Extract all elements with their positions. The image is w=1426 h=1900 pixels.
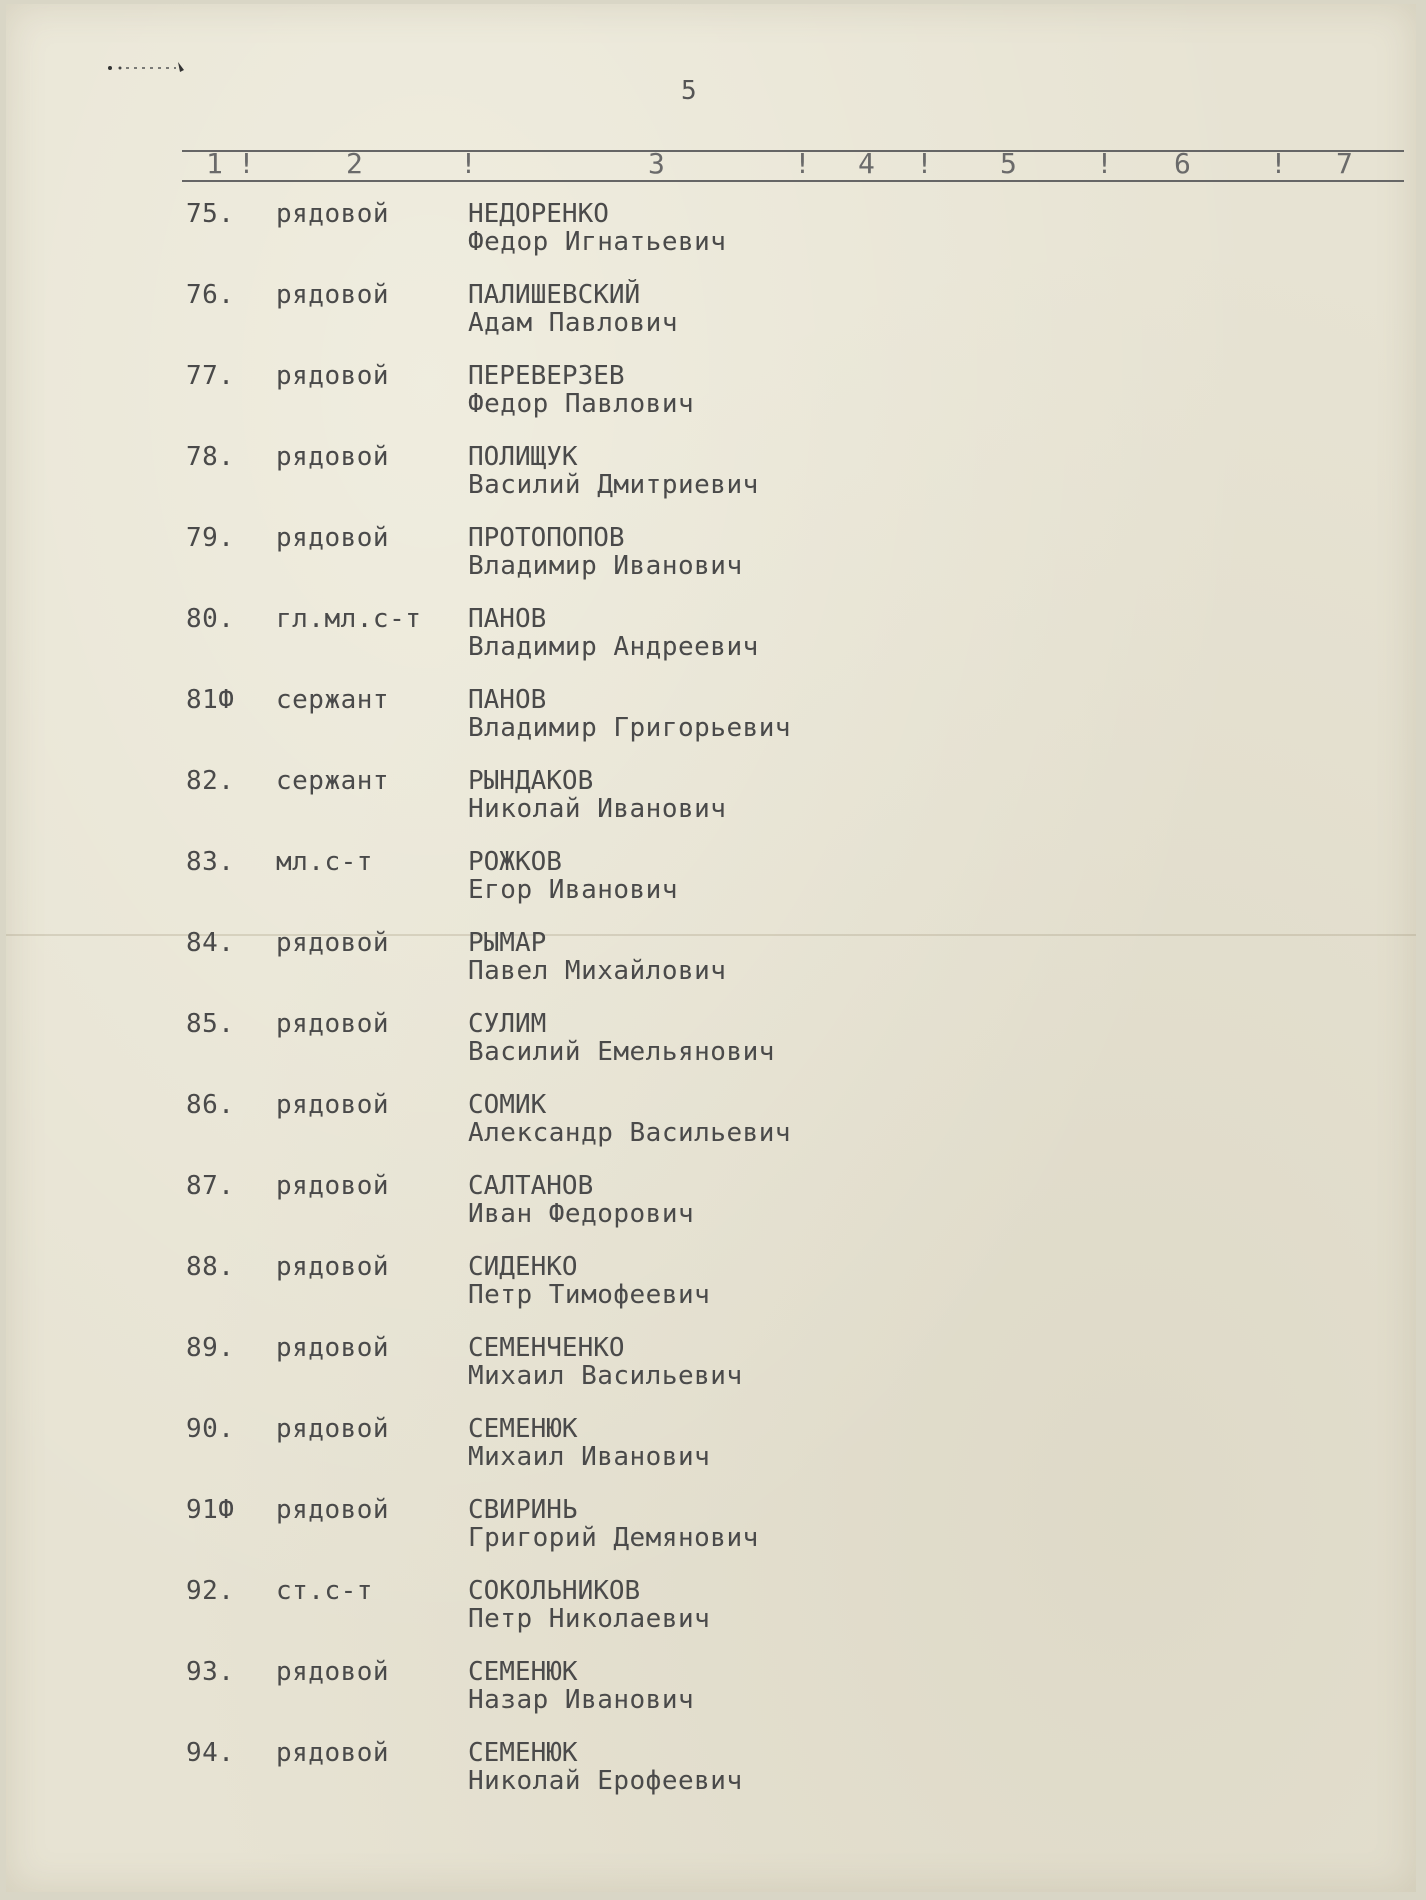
- surname: ПАЛИШЕВСКИЙ: [468, 280, 641, 310]
- column-header-7: 7: [1336, 147, 1353, 180]
- entry-number: 87.: [186, 1171, 235, 1201]
- list-item: [6, 524, 1416, 604]
- list-item: [6, 686, 1416, 766]
- surname: ПРОТОПОПОВ: [468, 523, 625, 553]
- column-separator: !: [1096, 147, 1113, 180]
- surname: СЕМЕНЮК: [468, 1414, 578, 1444]
- list-item: [6, 1172, 1416, 1252]
- military-rank: рядовой: [276, 1090, 390, 1120]
- entry-number: 79.: [186, 523, 235, 553]
- given-name-patronymic: Петр Тимофеевич: [468, 1280, 711, 1310]
- column-separator: !: [1270, 147, 1287, 180]
- entry-number: 83.: [186, 847, 235, 877]
- column-header-1: 1: [206, 147, 223, 180]
- entry-number: 82.: [186, 766, 235, 796]
- column-separator: !: [238, 147, 255, 180]
- personnel-list: [6, 4, 1416, 1892]
- entry-number: 84.: [186, 928, 235, 958]
- entry-number: 90.: [186, 1414, 235, 1444]
- column-header-5: 5: [1000, 147, 1017, 180]
- given-name-patronymic: Владимир Григорьевич: [468, 713, 792, 743]
- surname: РОЖКОВ: [468, 847, 562, 877]
- military-rank: рядовой: [276, 1657, 390, 1687]
- list-item: [6, 443, 1416, 523]
- given-name-patronymic: Григорий Демянович: [468, 1523, 759, 1553]
- list-item: [6, 1739, 1416, 1819]
- surname: СОМИК: [468, 1090, 547, 1120]
- military-rank: рядовой: [276, 1252, 390, 1282]
- given-name-patronymic: Михаил Иванович: [468, 1442, 711, 1472]
- given-name-patronymic: Василий Дмитриевич: [468, 470, 759, 500]
- column-separator: !: [916, 147, 933, 180]
- column-header-6: 6: [1174, 147, 1191, 180]
- military-rank: рядовой: [276, 928, 390, 958]
- surname: СЕМЕНЮК: [468, 1738, 578, 1768]
- list-item: [6, 1496, 1416, 1576]
- column-header-2: 2: [346, 147, 363, 180]
- military-rank: мл.с-т: [276, 847, 373, 877]
- column-separator: !: [794, 147, 811, 180]
- military-rank: рядовой: [276, 280, 390, 310]
- military-rank: рядовой: [276, 199, 390, 229]
- military-rank: рядовой: [276, 1009, 390, 1039]
- military-rank: рядовой: [276, 442, 390, 472]
- given-name-patronymic: Иван Федорович: [468, 1199, 695, 1229]
- list-item: [6, 848, 1416, 928]
- surname: ПОЛИЩУК: [468, 442, 578, 472]
- given-name-patronymic: Николай Иванович: [468, 794, 727, 824]
- military-rank: сержант: [276, 685, 390, 715]
- list-item: [6, 767, 1416, 847]
- list-item: [6, 200, 1416, 280]
- surname: ПЕРЕВЕРЗЕВ: [468, 361, 625, 391]
- list-item: [6, 1334, 1416, 1414]
- list-item: [6, 1253, 1416, 1333]
- surname: САЛТАНОВ: [468, 1171, 594, 1201]
- list-item: [6, 1091, 1416, 1171]
- list-item: [6, 362, 1416, 442]
- given-name-patronymic: Александр Васильевич: [468, 1118, 792, 1148]
- entry-number: 76.: [186, 280, 235, 310]
- surname: СОКОЛЬНИКОВ: [468, 1576, 641, 1606]
- entry-number: 86.: [186, 1090, 235, 1120]
- given-name-patronymic: Федор Павлович: [468, 389, 695, 419]
- military-rank: рядовой: [276, 1414, 390, 1444]
- column-separator: !: [460, 147, 477, 180]
- entry-number: 81Ф: [186, 685, 235, 715]
- surname: НЕДОРЕНКО: [468, 199, 609, 229]
- given-name-patronymic: Василий Емельянович: [468, 1037, 775, 1067]
- military-rank: ст.с-т: [276, 1576, 373, 1606]
- surname: РЫНДАКОВ: [468, 766, 594, 796]
- given-name-patronymic: Владимир Иванович: [468, 551, 743, 581]
- list-item: [6, 1658, 1416, 1738]
- column-header-3: 3: [648, 147, 665, 180]
- surname: СЕМЕНЧЕНКО: [468, 1333, 625, 1363]
- page-number: 5: [681, 76, 697, 106]
- given-name-patronymic: Павел Михайлович: [468, 956, 727, 986]
- given-name-patronymic: Владимир Андреевич: [468, 632, 759, 662]
- military-rank: рядовой: [276, 523, 390, 553]
- given-name-patronymic: Назар Иванович: [468, 1685, 695, 1715]
- entry-number: 88.: [186, 1252, 235, 1282]
- military-rank: рядовой: [276, 1171, 390, 1201]
- given-name-patronymic: Федор Игнатьевич: [468, 227, 727, 257]
- list-item: [6, 1415, 1416, 1495]
- surname: СИДЕНКО: [468, 1252, 578, 1282]
- list-item: [6, 281, 1416, 361]
- given-name-patronymic: Адам Павлович: [468, 308, 678, 338]
- entry-number: 75.: [186, 199, 235, 229]
- entry-number: 93.: [186, 1657, 235, 1687]
- military-rank: сержант: [276, 766, 390, 796]
- list-item: [6, 1010, 1416, 1090]
- surname: ПАНОВ: [468, 604, 547, 634]
- surname: РЫМАР: [468, 928, 547, 958]
- surname: СЕМЕНЮК: [468, 1657, 578, 1687]
- column-header-4: 4: [858, 147, 875, 180]
- entry-number: 91Ф: [186, 1495, 235, 1525]
- surname: СВИРИНЬ: [468, 1495, 578, 1525]
- entry-number: 78.: [186, 442, 235, 472]
- entry-number: 92.: [186, 1576, 235, 1606]
- list-item: [6, 929, 1416, 1009]
- entry-number: 85.: [186, 1009, 235, 1039]
- entry-number: 89.: [186, 1333, 235, 1363]
- surname: СУЛИМ: [468, 1009, 547, 1039]
- military-rank: рядовой: [276, 1333, 390, 1363]
- entry-number: 94.: [186, 1738, 235, 1768]
- entry-number: 77.: [186, 361, 235, 391]
- list-item: [6, 1577, 1416, 1657]
- entry-number: 80.: [186, 604, 235, 634]
- military-rank: рядовой: [276, 1738, 390, 1768]
- document-page: [6, 4, 1416, 1892]
- military-rank: рядовой: [276, 1495, 390, 1525]
- given-name-patronymic: Николай Ерофеевич: [468, 1766, 743, 1796]
- military-rank: рядовой: [276, 361, 390, 391]
- military-rank: гл.мл.с-т: [276, 604, 422, 634]
- given-name-patronymic: Михаил Васильевич: [468, 1361, 743, 1391]
- surname: ПАНОВ: [468, 685, 547, 715]
- given-name-patronymic: Петр Николаевич: [468, 1604, 711, 1634]
- given-name-patronymic: Егор Иванович: [468, 875, 678, 905]
- list-item: [6, 605, 1416, 685]
